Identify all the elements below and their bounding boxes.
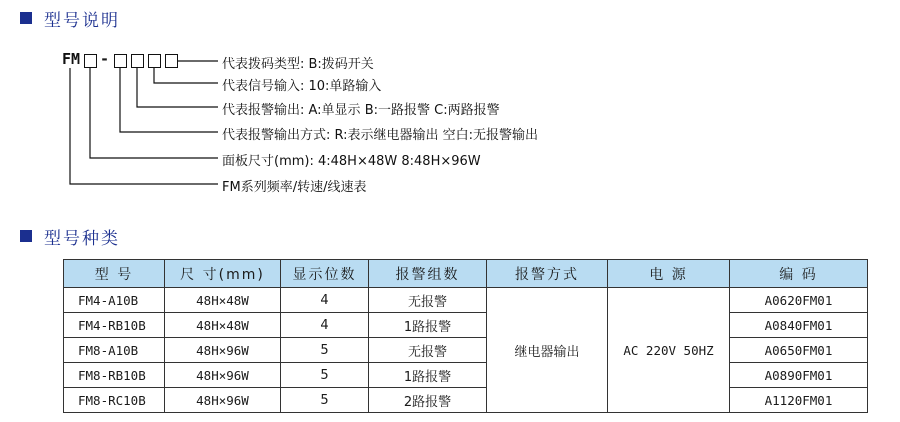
- cell-size: 48H×48W: [165, 288, 281, 313]
- cell-size: 48H×48W: [165, 313, 281, 338]
- header-digits: 显示位数: [281, 260, 369, 288]
- cell-digits: 5: [281, 338, 369, 363]
- cell-digits: 4: [281, 288, 369, 313]
- header-alarm-mode: 报警方式: [487, 260, 608, 288]
- header-model: 型 号: [64, 260, 165, 288]
- code-dash: -: [100, 50, 110, 68]
- header-size: 尺 寸(mm): [165, 260, 281, 288]
- desc-dip-type: 代表拨码类型: B:拨码开关: [222, 57, 374, 72]
- cell-code: A0620FM01: [730, 288, 868, 313]
- model-table: [63, 259, 868, 413]
- cell-code: A0890FM01: [730, 363, 868, 388]
- cell-size: 48H×96W: [165, 363, 281, 388]
- table-row: [64, 388, 868, 413]
- desc-alarm-output-mode: 代表报警输出方式: R:表示继电器输出 空白:无报警输出: [222, 128, 539, 143]
- cell-digits: 4: [281, 313, 369, 338]
- table-row: [64, 338, 868, 363]
- desc-signal-input: 代表信号输入: 10:单路输入: [222, 79, 382, 94]
- cell-size: 48H×96W: [165, 338, 281, 363]
- cell-digits: 5: [281, 363, 369, 388]
- section-square-icon: [20, 230, 32, 242]
- cell-model: FM4-RB10B: [64, 313, 165, 338]
- table-header-row: [64, 260, 868, 288]
- cell-code: A1120FM01: [730, 388, 868, 413]
- cell-digits: 5: [281, 388, 369, 413]
- cell-size: 48H×96W: [165, 388, 281, 413]
- cell-alarm-groups: 无报警: [369, 288, 487, 313]
- cell-alarm-groups: 2路报警: [369, 388, 487, 413]
- section-heading-model-types: [20, 225, 120, 247]
- desc-series: FM系列频率/转速/线速表: [222, 180, 367, 195]
- cell-model: FM8-RC10B: [64, 388, 165, 413]
- cell-model: FM8-RB10B: [64, 363, 165, 388]
- cell-alarm-groups: 无报警: [369, 338, 487, 363]
- header-alarm-groups: 报警组数: [369, 260, 487, 288]
- cell-code: A0650FM01: [730, 338, 868, 363]
- cell-model: FM4-A10B: [64, 288, 165, 313]
- header-power: 电 源: [608, 260, 730, 288]
- table-row: [64, 363, 868, 388]
- table-row: [64, 288, 868, 313]
- cell-alarm-groups: 1路报警: [369, 313, 487, 338]
- desc-alarm-output: 代表报警输出: A:单显示 B:一路报警 C:两路报警: [222, 103, 500, 118]
- model-code-prefix: FM: [62, 50, 81, 68]
- cell-alarm-groups: 1路报警: [369, 363, 487, 388]
- header-code: 编 码: [730, 260, 868, 288]
- cell-code: A0840FM01: [730, 313, 868, 338]
- section-title: 型号种类: [44, 228, 120, 249]
- cell-power: AC 220V 50HZ: [608, 288, 730, 413]
- cell-alarm-mode: 继电器输出: [487, 288, 608, 413]
- desc-panel-size: 面板尺寸(mm): 4:48H×48W 8:48H×96W: [222, 154, 481, 169]
- section-title: 型号说明: [44, 10, 120, 31]
- table-row: [64, 313, 868, 338]
- cell-model: FM8-A10B: [64, 338, 165, 363]
